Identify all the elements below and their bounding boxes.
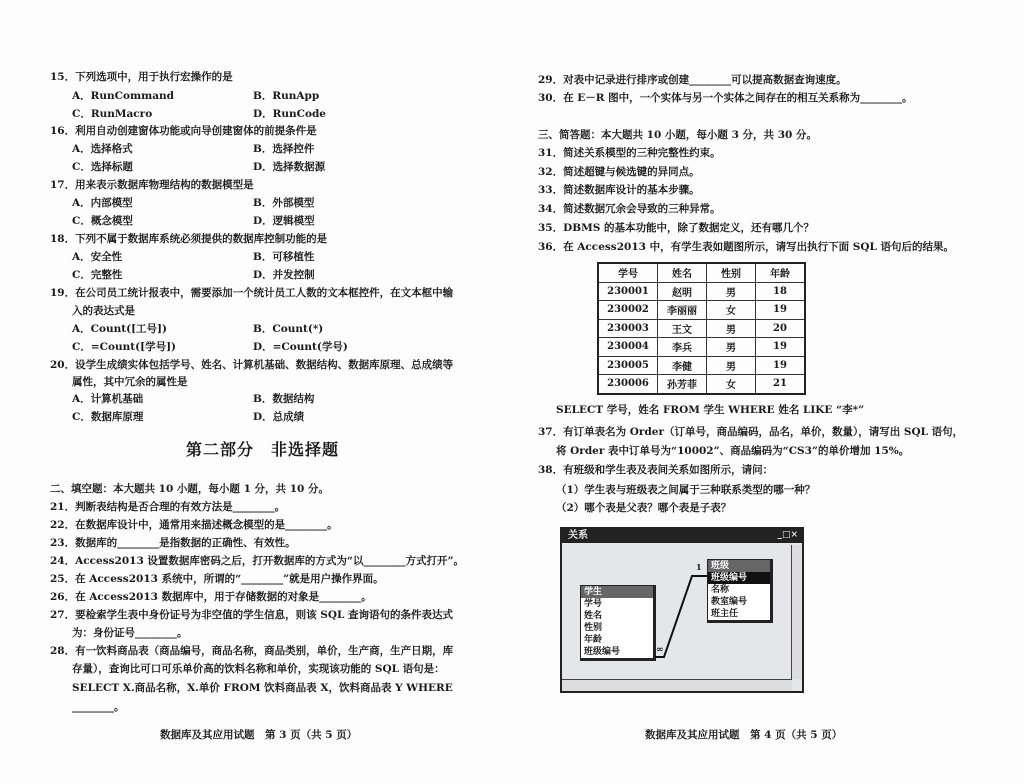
table-cell: 21 bbox=[756, 375, 806, 394]
table-cell: 230002 bbox=[598, 301, 658, 320]
field: 年龄 bbox=[584, 635, 603, 645]
question-28-cont: 存量），查询比可口可乐单价高的饮料名称和单价，实现该功能的 SQL 语句是： bbox=[72, 663, 445, 675]
table-row bbox=[598, 319, 805, 338]
option-a: A．RunCommand bbox=[72, 90, 175, 102]
table-cell: 19 bbox=[756, 301, 806, 320]
horizontal-scrollbar[interactable] bbox=[562, 679, 792, 691]
option-b: B．外部模型 bbox=[253, 197, 315, 209]
vertical-scrollbar[interactable] bbox=[791, 545, 802, 679]
field: 性别 bbox=[584, 623, 603, 633]
question-21: 21．判断表结构是否合理的有效方法是________。 bbox=[50, 501, 286, 513]
question-16: 16．利用自动创建窗体功能或向导创建窗体的前提条件是 bbox=[50, 125, 317, 137]
option-b: B．选择控件 bbox=[253, 143, 315, 155]
table-cell: 230001 bbox=[598, 282, 658, 301]
table-cell: 男 bbox=[707, 319, 756, 338]
option-a: A．选择格式 bbox=[72, 143, 133, 155]
student-table bbox=[597, 262, 806, 395]
table-cell: 赵明 bbox=[658, 282, 707, 301]
option-a: A．安全性 bbox=[72, 251, 123, 263]
table-cell: 19 bbox=[756, 338, 806, 357]
column-header: 学号 bbox=[598, 263, 658, 282]
table-row bbox=[598, 282, 805, 301]
window-title: 关系 bbox=[562, 529, 802, 543]
table-cell: 孙芳菲 bbox=[658, 375, 707, 394]
question-29: 29．对表中记录进行排序或创建________可以提高数据查询速度。 bbox=[538, 74, 847, 86]
question-19-cont: 入的表达式是 bbox=[72, 305, 135, 317]
question-23: 23．数据库的________是指数据的正确性、有效性。 bbox=[50, 537, 296, 549]
question-27-cont: 为：身份证号________。 bbox=[72, 627, 188, 639]
page-footer-right: 数据库及其应用试题 第 4 页（共 5 页） bbox=[645, 729, 843, 741]
column-header: 年龄 bbox=[756, 263, 806, 282]
option-a: A．Count([工号]) bbox=[72, 323, 167, 335]
question-38: 38．有班级和学生表及表间关系如图所示，请问： bbox=[538, 464, 774, 476]
option-d: D．=Count(学号) bbox=[253, 341, 348, 353]
option-d: D．并发控制 bbox=[253, 269, 315, 281]
field: 学号 bbox=[584, 599, 603, 609]
question-19: 19．在公司员工统计报表中，需要添加一个统计员工人数的文本框控件，在文本框中输 bbox=[50, 287, 454, 299]
option-a: A．内部模型 bbox=[72, 197, 133, 209]
field: 教室编号 bbox=[711, 597, 748, 607]
option-c: C．数据库原理 bbox=[72, 411, 144, 423]
field: 班级编号 bbox=[584, 647, 621, 657]
question-24: 24．Access2013 设置数据库密码之后，打开数据库的方式为“以________方式打开”。 bbox=[50, 555, 465, 567]
table-cell: 李兵 bbox=[658, 338, 707, 357]
sql-statement: SELECT 学号，姓名 FROM 学生 WHERE 姓名 LIKE “李*” bbox=[556, 404, 865, 416]
option-b: B．Count(*) bbox=[253, 323, 324, 335]
class-table-title: 班级 bbox=[708, 560, 770, 572]
option-c: C．概念模型 bbox=[72, 215, 133, 227]
table-row bbox=[598, 338, 805, 357]
option-a: A．计算机基础 bbox=[72, 393, 144, 405]
option-b: B．数据结构 bbox=[253, 393, 315, 405]
option-b: B．可移植性 bbox=[253, 251, 315, 263]
table-cell: 230003 bbox=[598, 319, 658, 338]
question-37-cont: 将 Order 表中订单号为“10002”、商品编码为“CS3”的单价增加 15%。 bbox=[556, 445, 910, 457]
question-26: 26．在 Access2013 数据库中，用于存储数据的对象是________。 bbox=[50, 591, 372, 603]
option-c: C．=Count([学号]) bbox=[72, 341, 177, 353]
question-33: 33．简述数据库设计的基本步骤。 bbox=[538, 184, 700, 196]
question-20: 20．设学生成绩实体包括学号、姓名、计算机基础、数据结构、数据库原理、总成绩等 bbox=[50, 359, 454, 371]
question-28: 28．有一饮料商品表（商品编号，商品名称，商品类别，单价，生产商，生产日期，库 bbox=[50, 645, 454, 657]
question-20-cont: 属性，其中冗余的属性是 bbox=[72, 376, 188, 388]
section-short-answer-heading: 三、简答题：本大题共 10 小题，每小题 3 分，共 30 分。 bbox=[538, 129, 817, 141]
relationship-line bbox=[562, 529, 802, 691]
table-cell: 230006 bbox=[598, 375, 658, 394]
field: 班主任 bbox=[711, 609, 739, 619]
table-cell: 18 bbox=[756, 282, 806, 301]
question-25: 25．在 Access2013 系统中，所谓的“________”就是用户操作界面。 bbox=[50, 573, 384, 585]
student-table-title: 学生 bbox=[581, 586, 653, 598]
table-cell: 女 bbox=[707, 301, 756, 320]
question-28-blank: ________。 bbox=[72, 701, 125, 713]
field: 班级编号 bbox=[708, 572, 770, 584]
question-38-part-1: （1）学生表与班级表之间属于三种联系类型的哪一种？ bbox=[556, 484, 816, 496]
column-header: 姓名 bbox=[658, 263, 707, 282]
question-15: 15．下列选项中，用于执行宏操作的是 bbox=[50, 71, 233, 83]
table-cell: 230004 bbox=[598, 338, 658, 357]
part-two-title: 第二部分 非选择题 bbox=[186, 440, 340, 459]
question-22: 22．在数据库设计中，通常用来描述概念模型的是________。 bbox=[50, 519, 338, 531]
question-28-sql: SELECT X.商品名称，X.单价 FROM 饮料商品表 X，饮料商品表 Y WHERE bbox=[72, 682, 453, 694]
option-d: D．总成绩 bbox=[253, 411, 305, 423]
table-cell: 男 bbox=[707, 356, 756, 375]
field: 名称 bbox=[711, 585, 730, 595]
option-d: D．选择数据源 bbox=[253, 161, 326, 173]
table-cell: 20 bbox=[756, 319, 806, 338]
question-17: 17．用来表示数据库物理结构的数据模型是 bbox=[50, 179, 254, 191]
question-37: 37．有订单表名为 Order（订单号，商品编码，品名，单价，数量），请写出 SQL 语句， bbox=[538, 426, 964, 438]
option-d: D．逻辑模型 bbox=[253, 215, 315, 227]
option-c: C．RunMacro bbox=[72, 108, 153, 120]
table-cell: 李健 bbox=[658, 356, 707, 375]
question-32: 32．简述超键与候选键的异同点。 bbox=[538, 166, 700, 178]
question-18: 18．下列不属于数据库系统必须提供的数据库控制功能的是 bbox=[50, 233, 328, 245]
table-cell: 19 bbox=[756, 356, 806, 375]
table-row bbox=[598, 375, 805, 394]
option-b: B．RunApp bbox=[253, 90, 320, 102]
option-c: C．选择标题 bbox=[72, 161, 133, 173]
option-d: D．RunCode bbox=[253, 108, 326, 120]
table-cell: 230005 bbox=[598, 356, 658, 375]
many-label: ∞ bbox=[656, 645, 664, 655]
question-34: 34．简述数据冗余会导致的三种异常。 bbox=[538, 203, 721, 215]
option-c: C．完整性 bbox=[72, 269, 123, 281]
table-cell: 女 bbox=[707, 375, 756, 394]
question-31: 31．简述关系模型的三种完整性约束。 bbox=[538, 147, 721, 159]
question-36: 36．在 Access2013 中，有学生表如题图所示，请写出执行下面 SQL 语句后的结果。 bbox=[538, 241, 955, 253]
table-cell: 王文 bbox=[658, 319, 707, 338]
section-fill-in-heading: 二、填空题：本大题共 10 小题，每小题 1 分，共 10 分。 bbox=[50, 483, 329, 495]
field: 姓名 bbox=[584, 611, 603, 621]
table-row bbox=[598, 356, 805, 375]
page-footer-left: 数据库及其应用试题 第 3 页（共 5 页） bbox=[160, 729, 358, 741]
table-row bbox=[598, 301, 805, 320]
window-controls: _□× bbox=[777, 530, 798, 540]
table-header-row bbox=[598, 263, 805, 282]
question-30: 30．在 E－R 图中，一个实体与另一个实体之间存在的相互关系称为________。 bbox=[538, 92, 913, 104]
relationship-window-figure bbox=[560, 527, 804, 693]
one-label: 1 bbox=[696, 562, 702, 572]
question-27: 27．要检索学生表中身份证号为非空值的学生信息，则该 SQL 查询语句的条件表达式 bbox=[50, 609, 454, 621]
question-35: 35．DBMS 的基本功能中，除了数据定义，还有哪几个？ bbox=[538, 222, 814, 234]
column-header: 性别 bbox=[707, 263, 756, 282]
table-cell: 男 bbox=[707, 338, 756, 357]
table-cell: 男 bbox=[707, 282, 756, 301]
question-38-part-2: （2）哪个表是父表？哪个表是子表？ bbox=[556, 502, 732, 514]
table-cell: 李丽丽 bbox=[658, 301, 707, 320]
